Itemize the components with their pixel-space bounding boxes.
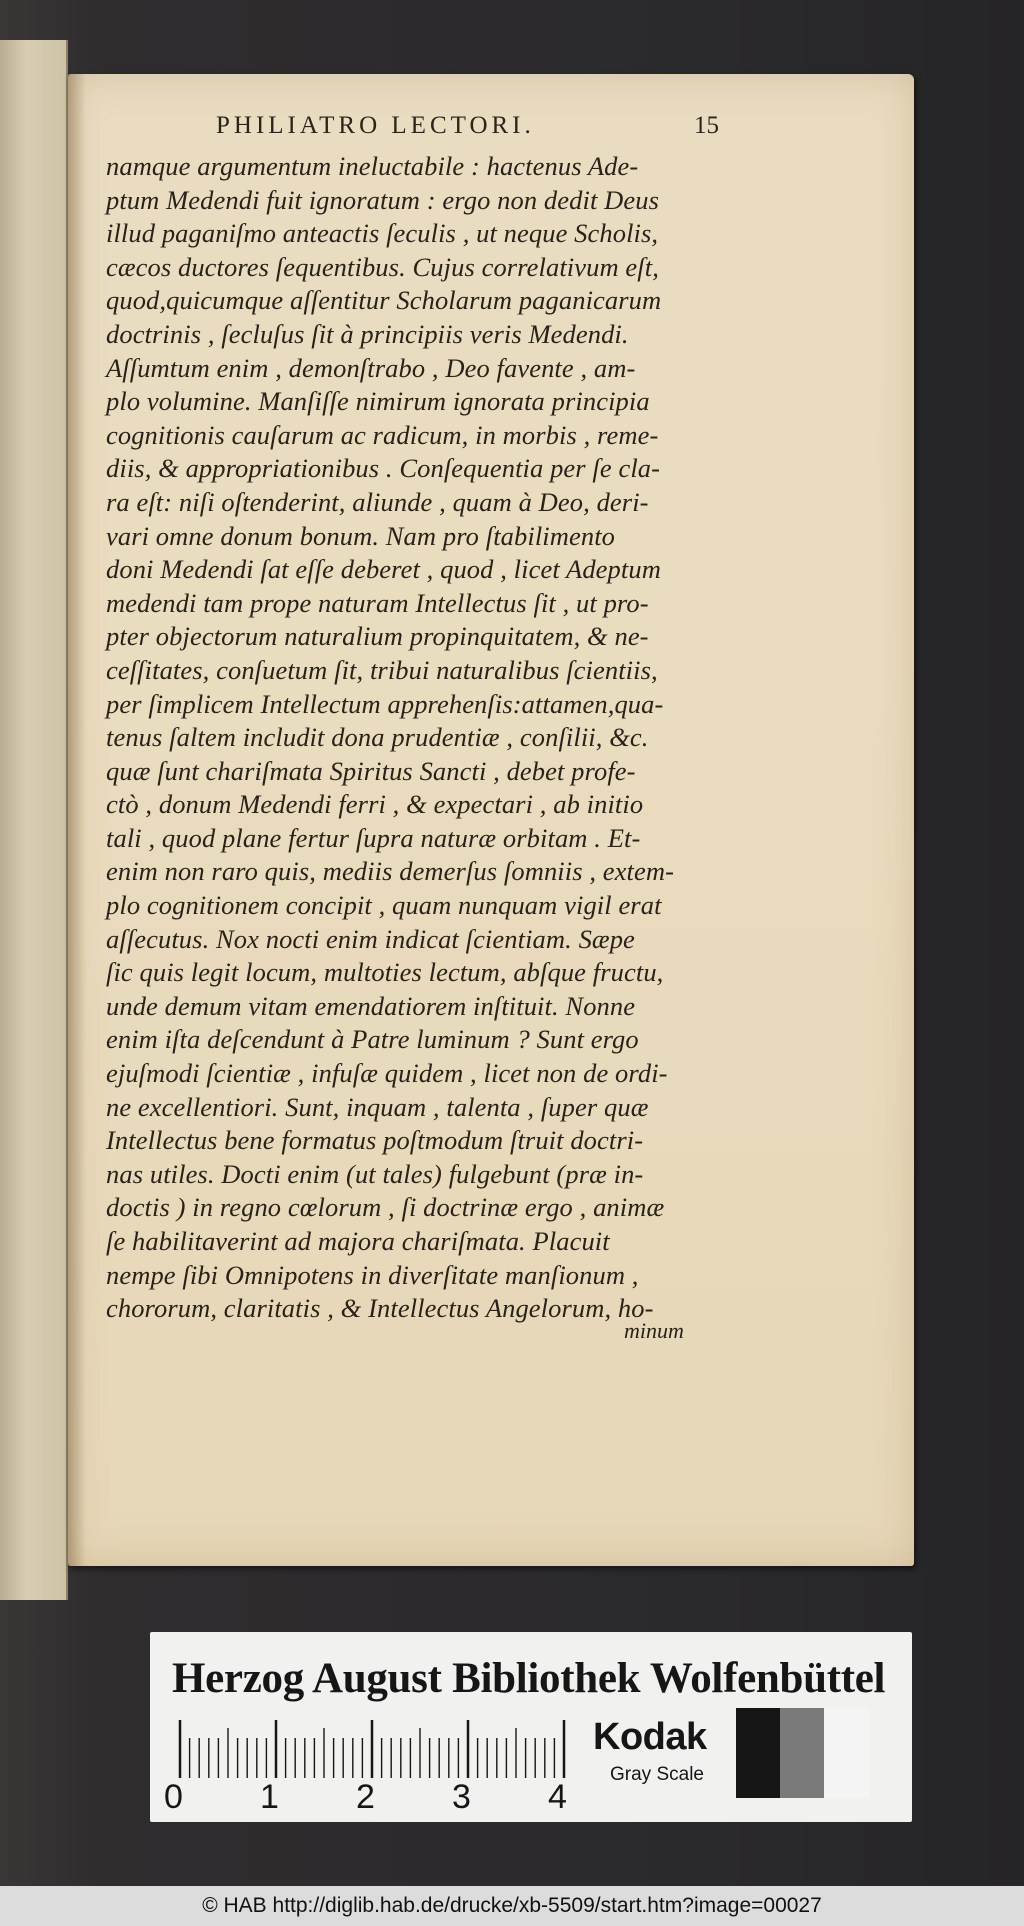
text-line: ejuſmodi ſcientiæ , infuſæ quidem , licet non de ordi- [106,1058,668,1089]
text-line: enim iſta deſcendunt à Patre luminum ? Sunt ergo [106,1024,639,1055]
text-line: quæ ſunt chariſmata Spiritus Sancti , debet profe- [106,755,636,786]
text-line: ſe habilitaverint ad majora chariſmata. Placuit [106,1226,610,1256]
color-scale-target [150,1632,912,1822]
text-line: ra eſt: niſi oſtenderint, aliunde , quam à Deo, deri- [106,486,649,517]
page-number: 15 [694,112,719,139]
footer-bar [0,1886,1024,1926]
text-line: ſic quis legit locum, multoties lectum, abſque fructu, [106,957,664,988]
text-line: tenus ſaltem includit dona prudentiæ , conſilii, &c. [106,722,649,753]
text-line: doni Medendi ſat eſſe deberet , quod , licet Adeptum [106,554,661,585]
text-line: nas utiles. Docti enim (ut tales) fulgebunt (præ in- [106,1158,644,1189]
text-line: pter objectorum naturalium propinquitatem, & ne- [106,621,649,652]
ruler-number: 0 [164,1778,183,1816]
ruler-number: 4 [548,1778,567,1816]
gray-swatch [824,1708,870,1798]
text-line: plo cognitionem concipit , quam nunquam vigil erat [106,890,662,921]
text-line: vari omne donum bonum. Nam pro ſtabilimento [106,520,616,551]
gray-scale-label: Gray Scale [610,1764,704,1785]
gray-swatch [736,1708,780,1798]
text-line: cognitionis cauſarum ac radicum, in morbis , reme- [106,419,659,450]
running-head: PHILIATRO LECTORI. [216,112,535,139]
kodak-logo: Kodak [593,1716,707,1758]
catchword: minum [624,1318,684,1343]
text-line: ptum Medendi fuit ignoratum : ergo non dedit Deus [106,184,659,215]
left-facing-page-edge [0,40,68,1600]
text-line: illud paganiſmo anteactis ſeculis , ut neque Scholis, [106,218,659,249]
text-line: Intellectus bene formatus poſtmodum ſtruit doctri- [106,1125,644,1156]
text-line: quod,quicumque aſſentitur Scholarum paganicarum [106,285,662,316]
text-line: doctrinis , ſecluſus ſit à principiis veris Medendi. [106,318,629,349]
text-line: ctò , donum Medendi ferri , & expectari , ab initio [106,789,644,820]
text-line: namque argumentum ineluctabile : hactenus Ade- [106,151,639,181]
text-line: Aſſumtum enim , demonſtrabo , Deo favente , am- [106,352,636,383]
library-title: Herzog August Bibliothek Wolfenbüttel [172,1655,886,1702]
ruler-number: 3 [452,1778,471,1816]
text-line: enim non raro quis, mediis demerſus ſomniis , extem- [106,856,675,887]
text-line: tali , quod plane fertur ſupra naturæ orbitam . Et- [106,822,641,853]
ruler-number: 2 [356,1778,375,1816]
text-line: diis, & appropriationibus . Conſequentia per ſe cla- [106,453,661,484]
text-line: medendi tam prope naturam Intellectus ſit , ut pro- [106,587,649,618]
text-line: chororum, claritatis , & Intellectus Angelorum, ho- [106,1293,654,1324]
text-line: ne excellentiori. Sunt, inquam , talenta , ſuper quæ [106,1091,649,1122]
text-line: plo volumine. Manſiſſe nimirum ignorata principia [106,386,650,417]
binding-shadow [68,74,86,1566]
ruler-numbers [164,1778,584,1818]
footer-credit: © HAB http://diglib.hab.de/drucke/xb-5509/start.htm?image=00027 [202,1894,822,1917]
text-line: nempe ſibi Omnipotens in diverſitate manſionum , [106,1259,639,1290]
gray-swatch [780,1708,824,1798]
ruler-number: 1 [260,1778,279,1816]
text-line: cæcos ductores ſequentibus. Cujus correlativum eſt, [106,251,659,282]
text-line: per ſimplicem Intellectum apprehenſis:attamen,qua- [106,688,664,719]
text-line: aſſecutus. Nox nocti enim indicat ſcientiam. Sæpe [106,923,635,954]
ruler-ticks [176,1720,596,1780]
body-text [106,150,726,1326]
text-line: unde demum vitam emendatiorem inſtituit. Nonne [106,990,636,1021]
text-line: doctis ) in regno cœlorum , ſi doctrinæ ergo , animæ [106,1192,665,1223]
text-line: ceſſitates, conſuetum ſit, tribui naturalibus ſcientiis, [106,654,658,685]
